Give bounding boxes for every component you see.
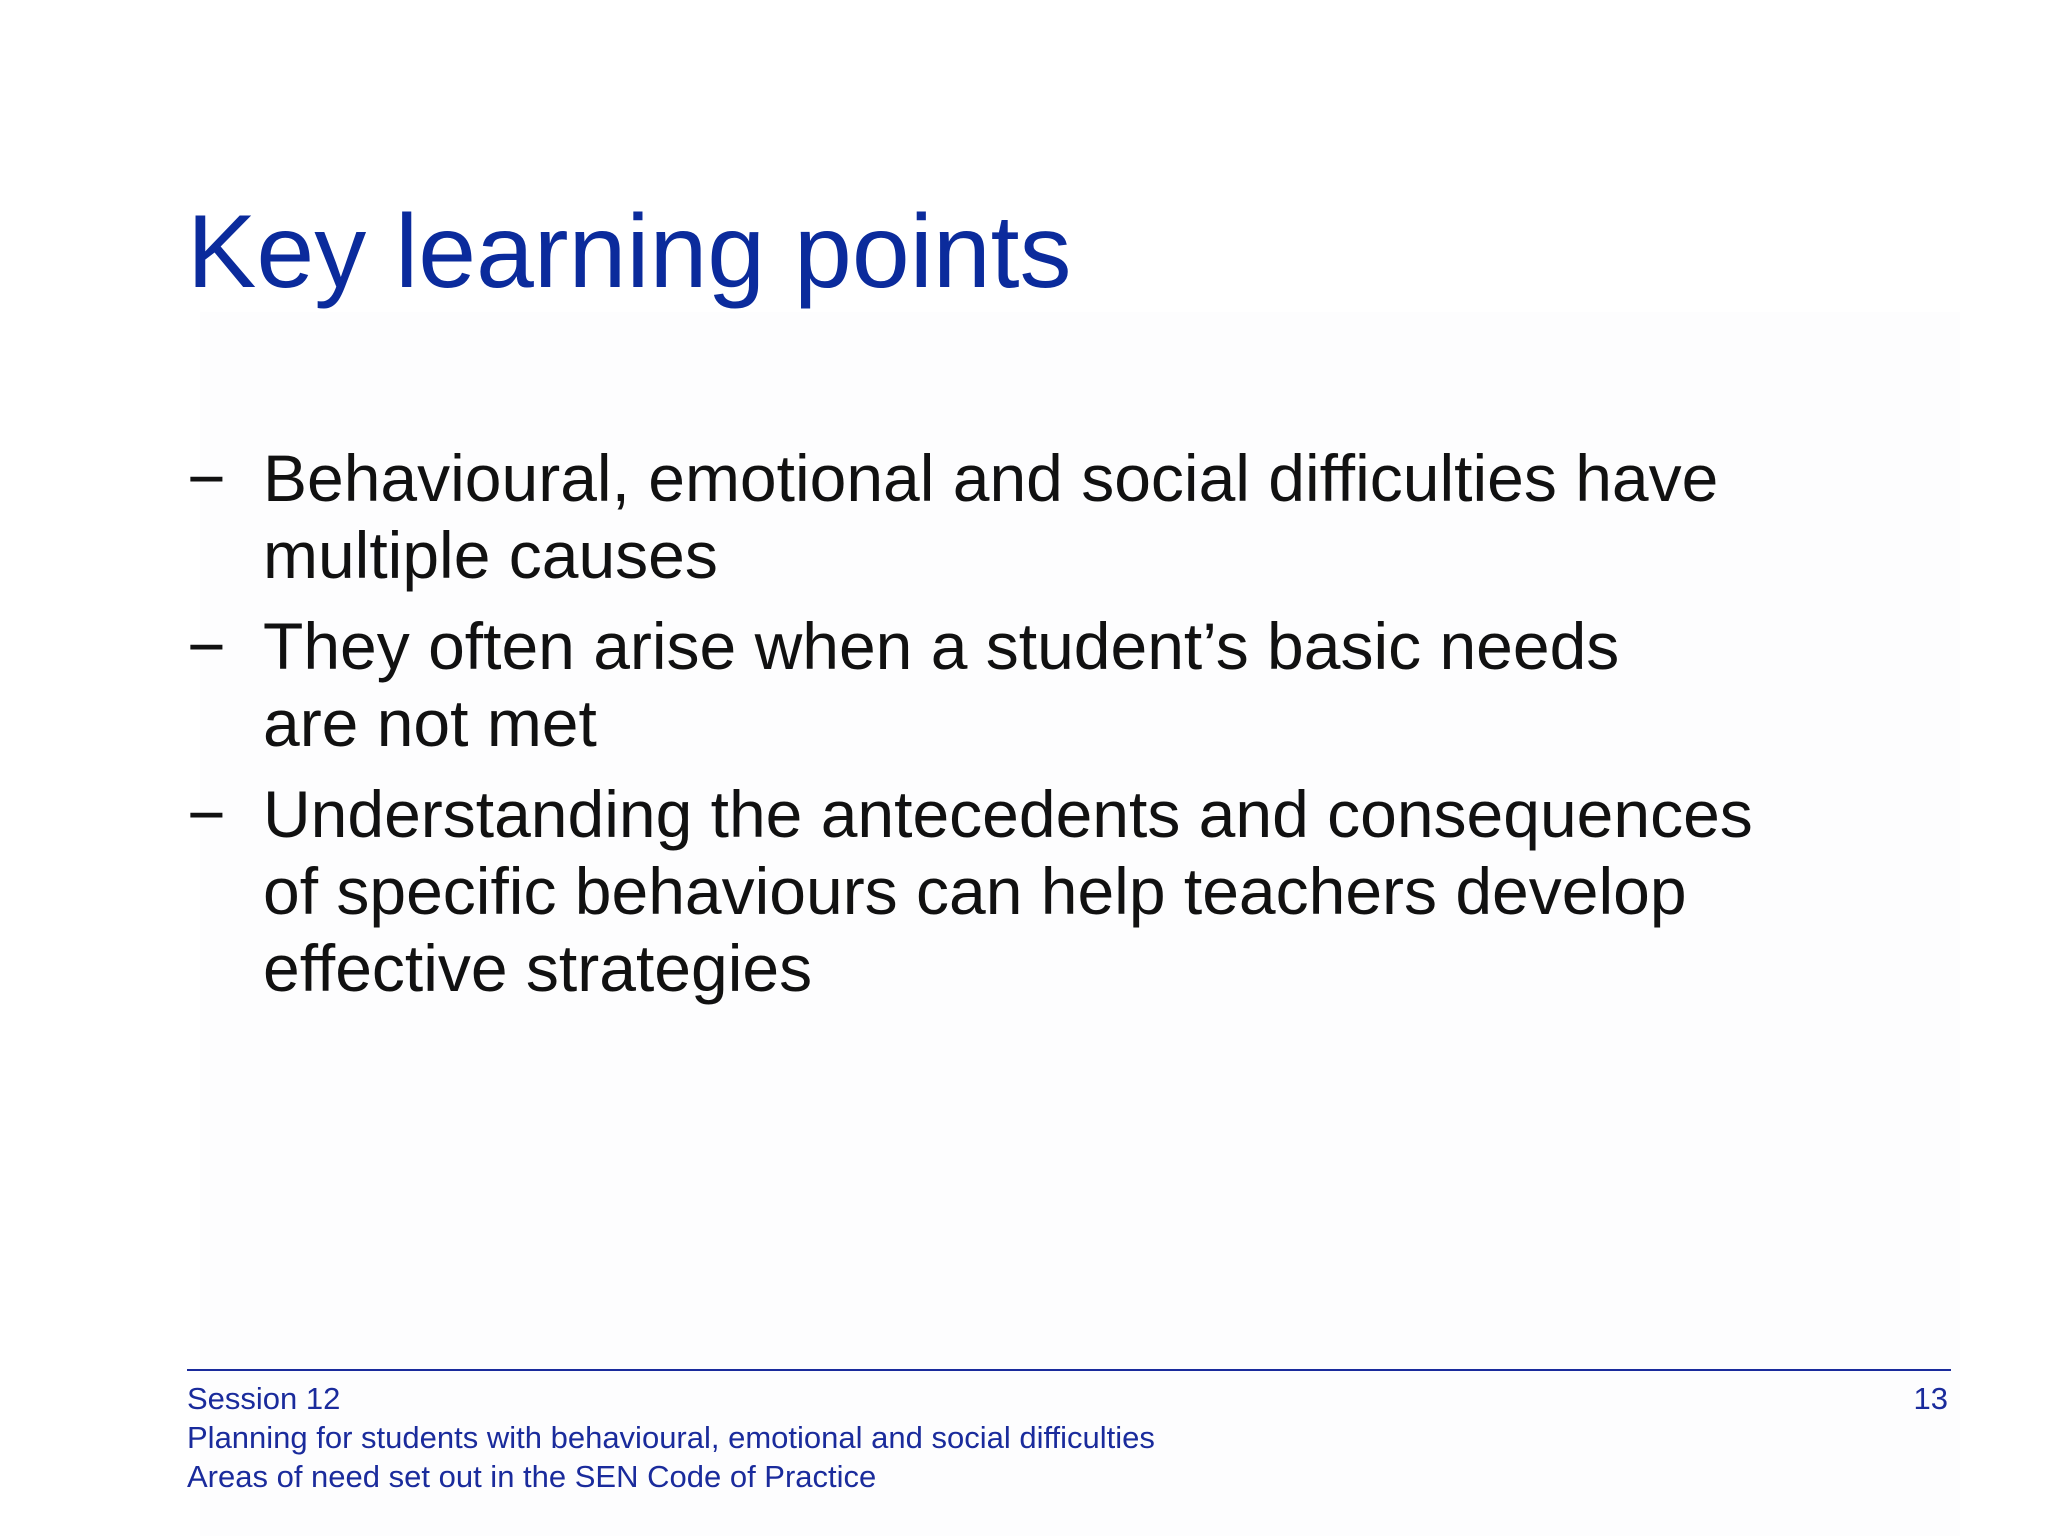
bullet-line: of specific behaviours can help teachers develop — [263, 854, 1687, 928]
footer-divider — [187, 1369, 1951, 1371]
footer-subtitle: Areas of need set out in the SEN Code of Practice — [187, 1459, 877, 1494]
bullet-line: They often arise when a student’s basic needs — [263, 609, 1620, 683]
bullet-line: are not met — [263, 686, 597, 760]
bullet-item — [187, 776, 1887, 1007]
slide-title: Key learning points — [187, 194, 1072, 310]
footer-session: Session 12 — [187, 1381, 341, 1416]
bullet-line: Understanding the antecedents and consequences — [263, 777, 1753, 851]
page-number: 13 — [1913, 1381, 1948, 1416]
bullet-line: Behavioural, emotional and social difficulties have — [263, 441, 1719, 515]
bullet-item — [187, 440, 1887, 594]
bullet-list — [187, 440, 1887, 1021]
bullet-line: multiple causes — [263, 518, 718, 592]
dash-bullet-icon: − — [187, 777, 226, 851]
dash-bullet-icon: − — [187, 441, 226, 515]
bullet-item — [187, 608, 1887, 762]
footer-topic: Planning for students with behavioural, emotional and social difficulties — [187, 1420, 1155, 1455]
footer-text — [187, 1379, 1155, 1496]
bullet-line: effective strategies — [263, 931, 813, 1005]
dash-bullet-icon: − — [187, 609, 226, 683]
